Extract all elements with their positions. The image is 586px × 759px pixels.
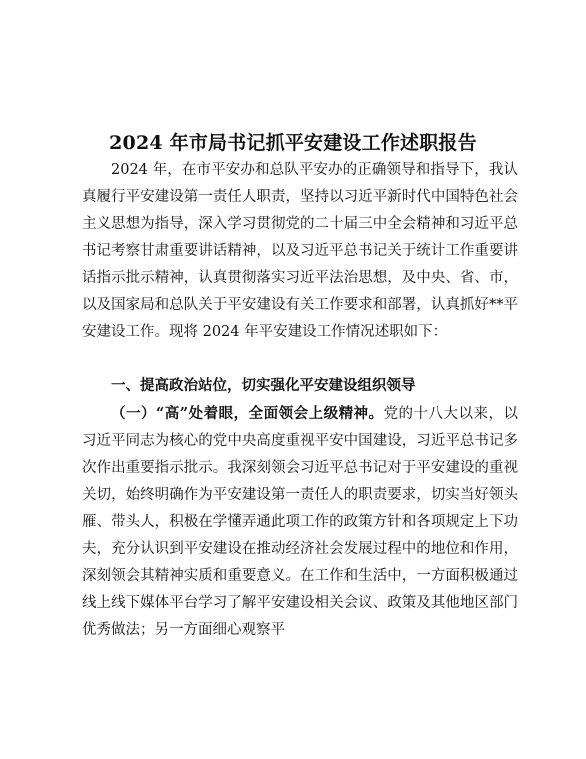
intro-paragraph: 2024 年，在市平安办和总队平安办的正确领导和指导下，我认真履行平安建设第一责任人职责，坚持以习近平新时代中国特色社会主义思想为指导，深入学习贯彻党的二十届三中全会精神和习近平总书记考察甘肃重要讲话精神，以及习近平总书记关于统计工作重要讲话指示批示精神，认真贯彻落实习近平法治思想，及中央、省、市，以及国家局和总队关于平安建设有关工作要求和部署，认真抓好**平安建设工作。现将 2024 年平安建设工作情况述职如下：	[82, 162, 518, 340]
section-heading: 一、提高政治站位，切实强化平安建设组织领导	[111, 377, 416, 394]
document-title: 2024 年市局书记抓平安建设工作述职报告	[109, 132, 477, 154]
subsection-lead: （一）“高”处着眼，全面领会上级精神。	[111, 405, 384, 422]
subsection-paragraph	[82, 400, 518, 644]
subsection-body: 党的十八大以来，以习近平同志为核心的党中央高度重视平安中国建设，习近平总书记多次作出重要指示批示。我深刻领会习近平总书记对于平安建设的重视关切，始终明确作为平安建设第一责任人的职责要求，切实当好领头雁、带头人，积极在学懂弄通此项工作的政策方针和各项规定上下功夫，充分认识到平安建设在推动经济社会发展过程中的地位和作用，深刻领会其精神实质和重要意义。在工作和生活中，一方面积极通过线上线下媒体平台学习了解平安建设相关会议、政策及其他地区部门优秀做法；另一方面细心观察平	[82, 406, 519, 638]
